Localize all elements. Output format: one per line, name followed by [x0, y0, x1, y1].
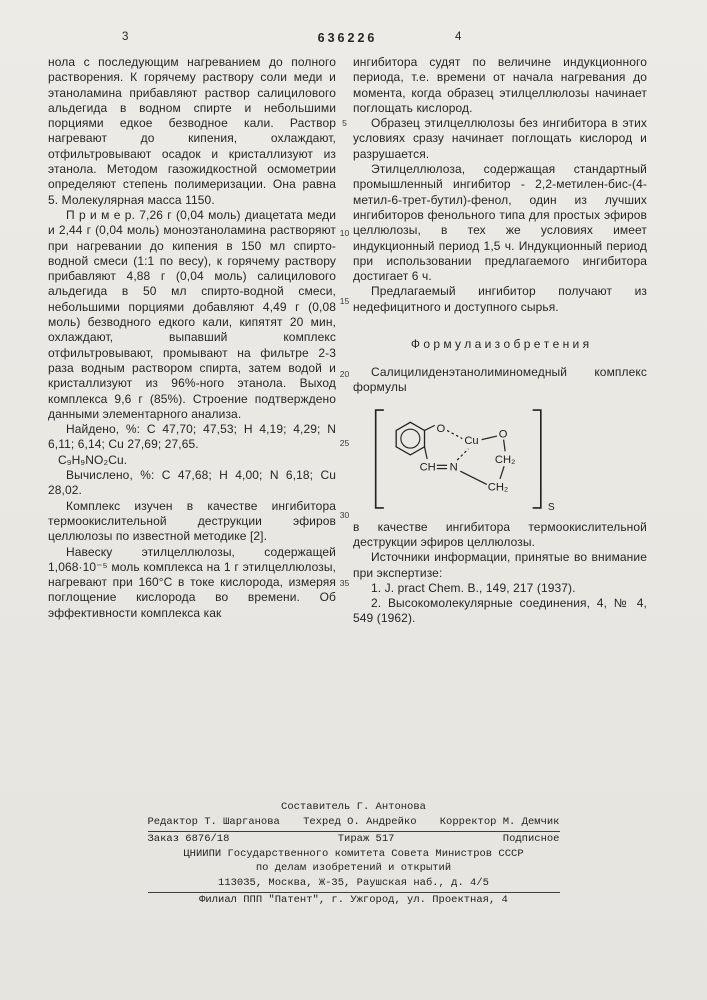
bracket-left-icon: [376, 410, 384, 508]
order-row: [148, 833, 560, 847]
paragraph: Образец этилцеллюлозы без ингибитора в этих условиях сразу начинает поглощать кислород и разрушается.: [353, 116, 647, 161]
paragraph: Комплекс изучен в качестве ингибитора термоокислительной деструкции эфиров целлюлозы по известной методике [2].: [48, 498, 336, 544]
line-number: 35: [339, 578, 350, 588]
paragraph: ингибитора судят по величине индукционного периода, т.е. времени от начала нагревания до момента, когда образец этилцеллюлозы начинает поглощать кислород.: [353, 55, 647, 115]
credits-row: [148, 816, 560, 830]
line-number: 15: [339, 296, 350, 306]
paragraph-calculated: Вычислено, %: С 47,68; Н 4,00; N 6,18; Cu 28,02.: [48, 468, 336, 498]
paragraph: Навеску этилцеллюлозы, содержащей 1,068·10⁻⁵ моль комплекса на 1 г этилцеллюлозы, нагревают при 160°С в токе кислорода, измеряя поглощение кислорода во времени. Об эффективности комплекса как: [48, 544, 336, 620]
atom-label-ch: CH: [419, 461, 436, 474]
line-number: 5: [342, 118, 347, 128]
paragraph: Этилцеллюлоза, содержащая стандартный промышленный ингибитор - 2,2-метилен-бис-(4-метил-6-трет-бутил)-фенол, один из лучших ингибиторов фенольного типа для простых эфиров целлюлозы, в тех же условиях имеет индукционный период 1,5 ч. Индукционный период при использовании предлагаемого ингибитора достигает 6 ч.: [353, 162, 647, 284]
address-line: 113035, Москва, Ж-35, Раушская наб., д. 4/5: [218, 876, 489, 889]
atom-label-n: N: [449, 461, 458, 474]
print-run: Тираж 517: [337, 833, 395, 845]
bracket-right-icon: [533, 410, 541, 508]
imprint-footer: [0, 801, 707, 909]
right-column: [353, 55, 647, 627]
line-number: 25: [339, 438, 350, 448]
editor-credit: Редактор Т. Шарганова: [147, 815, 280, 828]
paragraph: Предлагаемый ингибитор получают из недефицитного и доступного сырья.: [353, 284, 647, 314]
atom-label-o-phenol: O: [436, 422, 446, 435]
paragraph-found: Найдено, %: С 47,70; 47,53; Н 4,19; 4,29; N 6,11; 6,14; Cu 27,69; 27,65.: [48, 422, 336, 452]
paragraph: нола с последующим нагреванием до полного растворения. К горячему раствору соли меди и этаноламина прибавляют раствор салицилового альдегида в водном спирте и небольшими порциями едкое безводное кали. Раствор нагревают до кипения, охлаждают, отфильтровывают осадок и кристаллизуют из этанола. Методом газожидкостной осмометрии определяют степень полимеризации. Она равна 5. Молекулярная масса 1150.: [48, 55, 336, 207]
corrector-credit: Корректор М. Демчик: [439, 815, 560, 828]
empirical-formula: C₉H₉NO₂Cu.: [58, 452, 128, 467]
chemical-structure: [369, 406, 647, 512]
atom-label-o-right: O: [498, 428, 508, 441]
paragraph-example: П р и м е р. 7,26 г (0,04 моль) диацетата меди и 2,44 г (0,04 моль) моноэтаноламина растворяют при нагревании до кипения в 150 мл спирто-водной смеси (1:1 по весу), к горячему раствору прибавляют 4,88 г (0,04 моль) салицилового альдегида в 50 мл спирто-водной смеси, небольшими порциями добавляют 4,49 г (0,08 моль) безводного едкого кали, кипятят 20 мин, охлаждают, выпавший комплекс отфильтровывают, промывают на фильтре 2-3 раза водным раствором спирта, затем водой и кристаллизуют из 96%-ного этанола. Выход комплекса 9,6 г (85%). Строение подтверждено данными элементарного анализа.: [48, 207, 336, 421]
structure-drawing: [369, 406, 574, 512]
source-item: 2. Высокомолекулярные соединения, 4, № 4, 549 (1962).: [353, 596, 647, 626]
sources-intro: Источники информации, принятые во внимание при экспертизе:: [353, 550, 647, 580]
polymer-index-label: S: [547, 501, 555, 512]
source-item: 1. J. pract Chem. B., 149, 217 (1937).: [371, 580, 576, 595]
imprint-block: [148, 801, 560, 908]
organization-line: ЦНИИПИ Государственного комитета Совета Министров СССР: [183, 847, 524, 860]
techred-credit: Техред О. Андрейко: [303, 815, 417, 828]
organization-line2: по делам изобретений и открытий: [255, 862, 452, 874]
branch-line: Филиал ППП "Патент", г. Ужгород, ул. Проектная, 4: [199, 894, 508, 906]
atom-label-cu: Cu: [464, 434, 479, 447]
claim-continuation: в качестве ингибитора термоокислительной деструкции эфиров целлюлозы.: [353, 519, 647, 549]
left-column: [48, 55, 336, 627]
divider-line: [148, 892, 560, 893]
atom-label-ch2-top: CH₂: [494, 453, 516, 466]
line-number: 20: [339, 369, 350, 379]
line-number: 10: [339, 228, 350, 238]
atom-label-ch2-bottom: CH₂: [487, 481, 509, 494]
claim-heading: Ф о р м у л а и з о б р е т е н и я: [410, 337, 590, 352]
page-number-left: 3: [122, 31, 129, 43]
line-number: 30: [339, 510, 350, 520]
order-number: Заказ 6876/18: [147, 833, 230, 845]
text-columns: [48, 55, 647, 627]
page-number-right: 4: [455, 31, 462, 43]
divider-line: [148, 831, 560, 832]
line-number-gutter: [336, 55, 353, 627]
subscription-label: Подписное: [502, 833, 560, 845]
compiler-credit: Составитель Г. Антонова: [281, 801, 426, 813]
claim-intro: Салицилиденэтанолиминомедный комплекс формулы: [353, 365, 647, 395]
page-header: [48, 31, 647, 47]
document-number: 636226: [317, 31, 378, 45]
benzene-ring-icon: [396, 422, 424, 455]
